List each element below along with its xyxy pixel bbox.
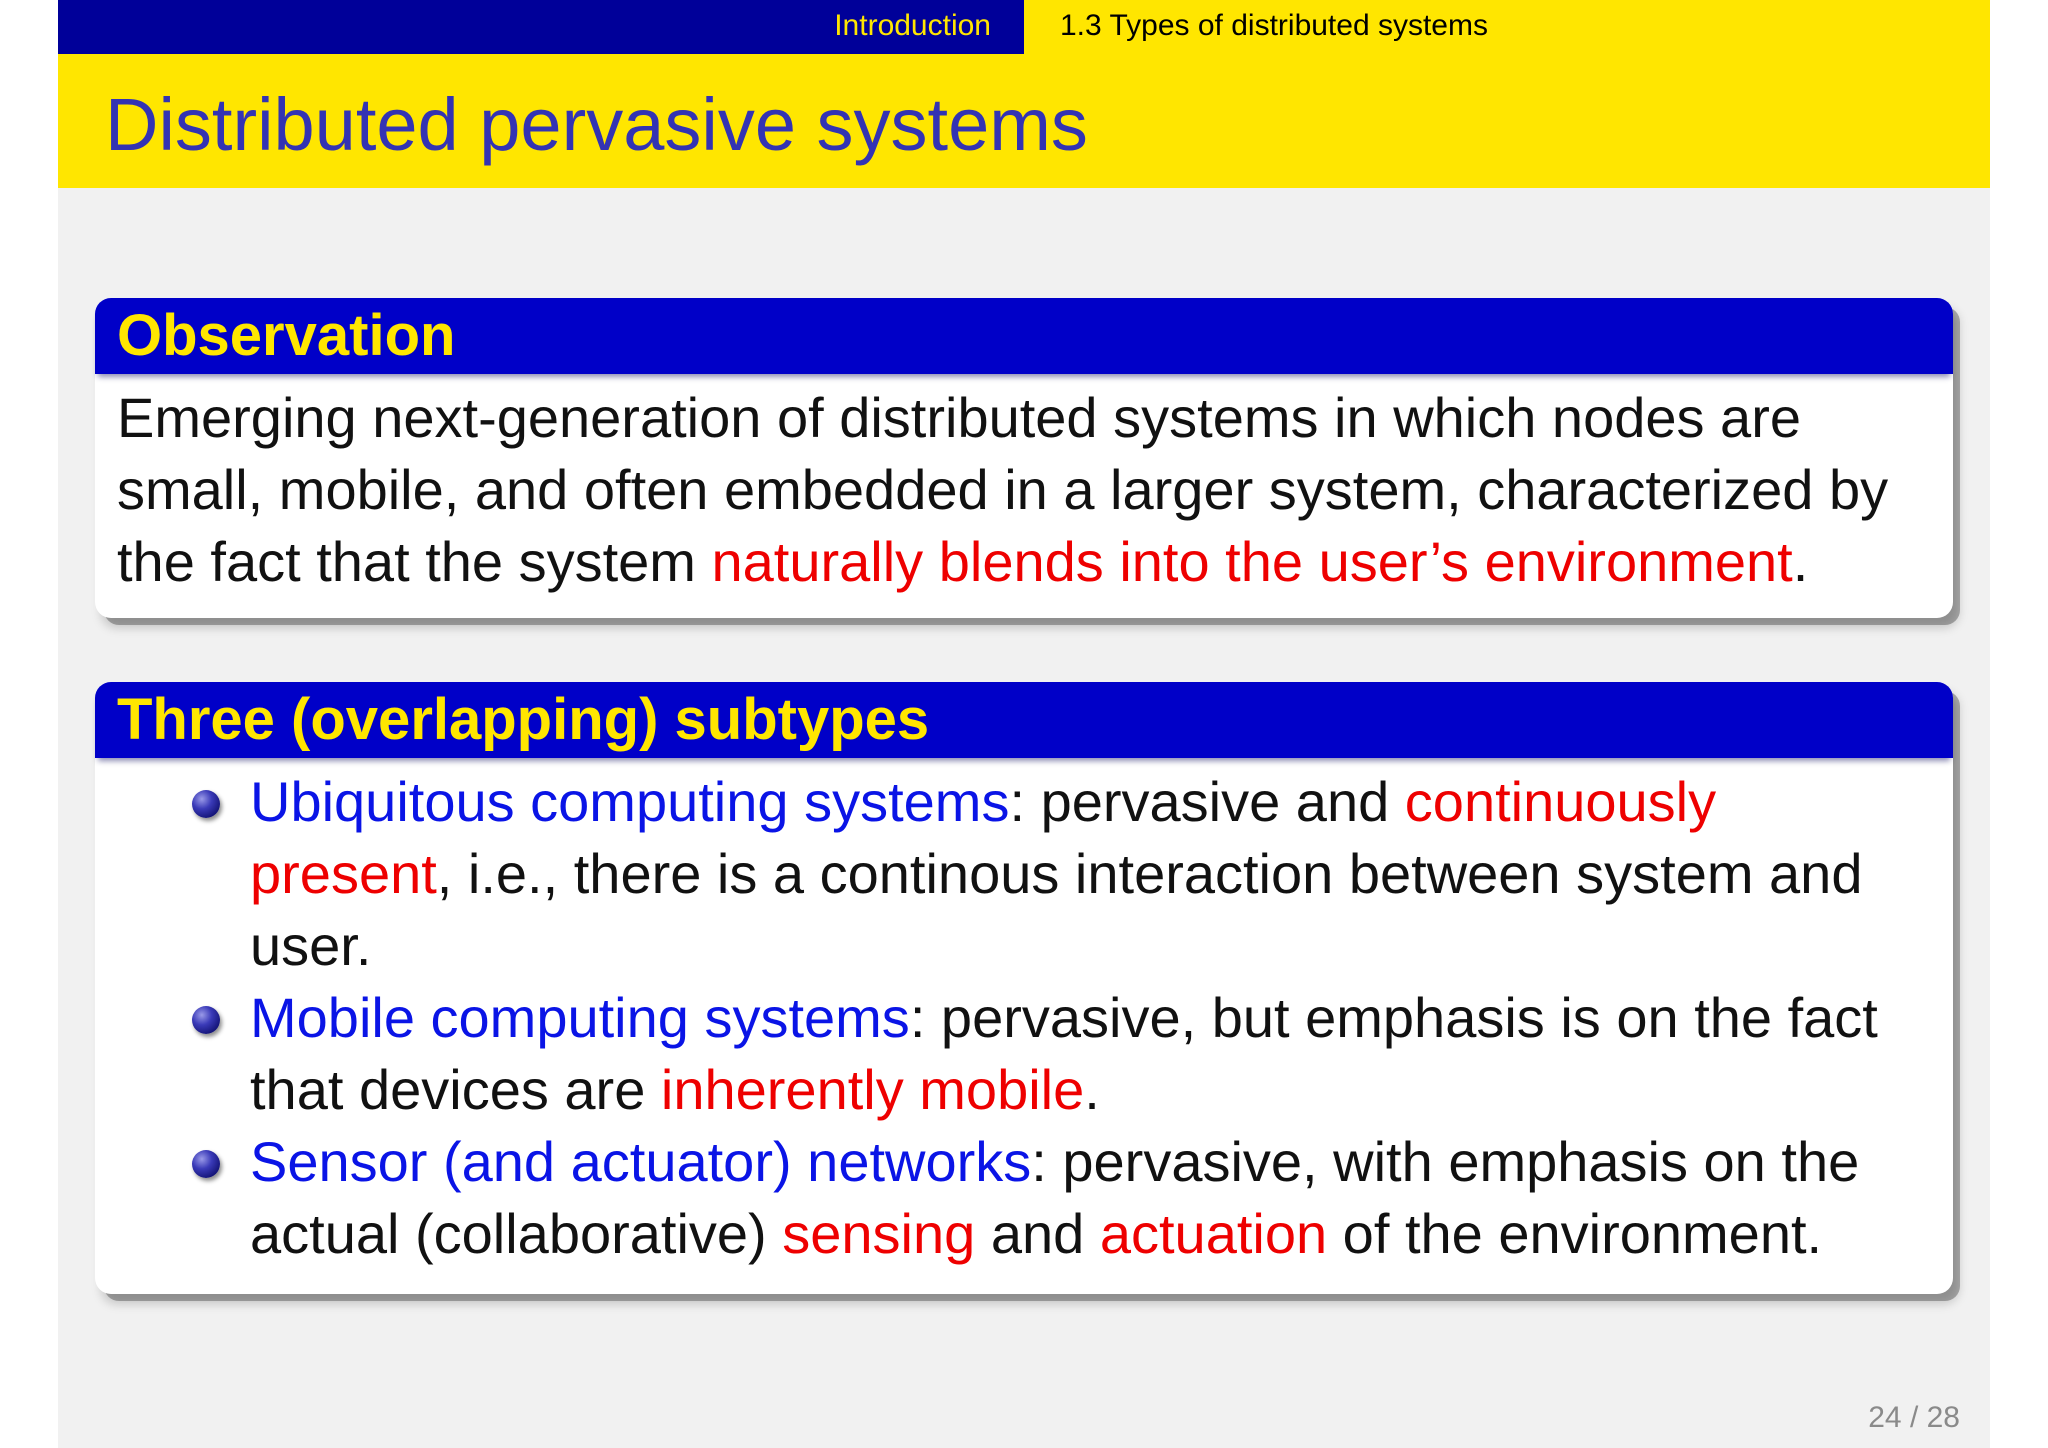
list-item-term: Mobile computing systems — [250, 986, 910, 1049]
bullet-icon — [192, 790, 220, 818]
list-item-highlight: actuation — [1099, 1202, 1328, 1265]
list-item-term: Sensor (and actuator) networks — [250, 1130, 1032, 1193]
page-number: 24 / 28 — [1868, 1401, 1960, 1434]
observation-text: Emerging next-generation of distributed systems in which nodes are small, mobile, and often embedded in a larger system, characterized by the fact that the system — [117, 386, 1889, 593]
list-item-highlight: continuously present — [250, 770, 1717, 905]
list-item-text: . — [1084, 1058, 1100, 1121]
nav-section-link[interactable]: Introduction — [834, 9, 991, 42]
list-item-highlight: sensing — [782, 1202, 976, 1265]
observation-highlight: naturally blends into the user’s environment — [711, 530, 1793, 593]
list-item-text: and — [975, 1202, 1100, 1265]
list-item-text: : pervasive, with emphasis on the actual (collaborative) — [250, 1130, 1860, 1265]
list-item-text: : pervasive and — [1009, 770, 1405, 833]
observation-block-header: Observation — [95, 298, 1953, 374]
observation-text-end: . — [1792, 530, 1809, 593]
list-item-text: , i.e., there is a continous interaction between system and user. — [250, 842, 1863, 977]
subtypes-block — [95, 682, 1953, 1294]
title-bar — [58, 54, 1990, 188]
list-item-term: Ubiquitous computing systems — [250, 770, 1010, 833]
list-item-text: of the environment. — [1327, 1202, 1823, 1265]
nav-subsection-link[interactable]: 1.3 Types of distributed systems — [1060, 9, 1488, 42]
observation-block — [95, 298, 1953, 618]
navigation-bar — [58, 0, 1990, 54]
nav-subsection-panel — [1024, 0, 1990, 54]
list-item — [117, 1126, 1933, 1270]
nav-section-panel — [58, 0, 1024, 54]
slide — [58, 0, 1990, 1448]
observation-block-body — [95, 374, 1953, 608]
subtypes-block-header: Three (overlapping) subtypes — [95, 682, 1953, 758]
subtypes-list — [117, 766, 1933, 1270]
page-title: Distributed pervasive systems — [105, 83, 1088, 166]
bullet-icon — [192, 1150, 220, 1178]
bullet-icon — [192, 1006, 220, 1034]
list-item — [117, 766, 1933, 982]
list-item-highlight: inherently mobile — [660, 1058, 1085, 1121]
list-item-text: : pervasive, but emphasis is on the fact that devices are — [250, 986, 1878, 1121]
subtypes-block-body — [95, 758, 1953, 1280]
list-item — [117, 982, 1933, 1126]
